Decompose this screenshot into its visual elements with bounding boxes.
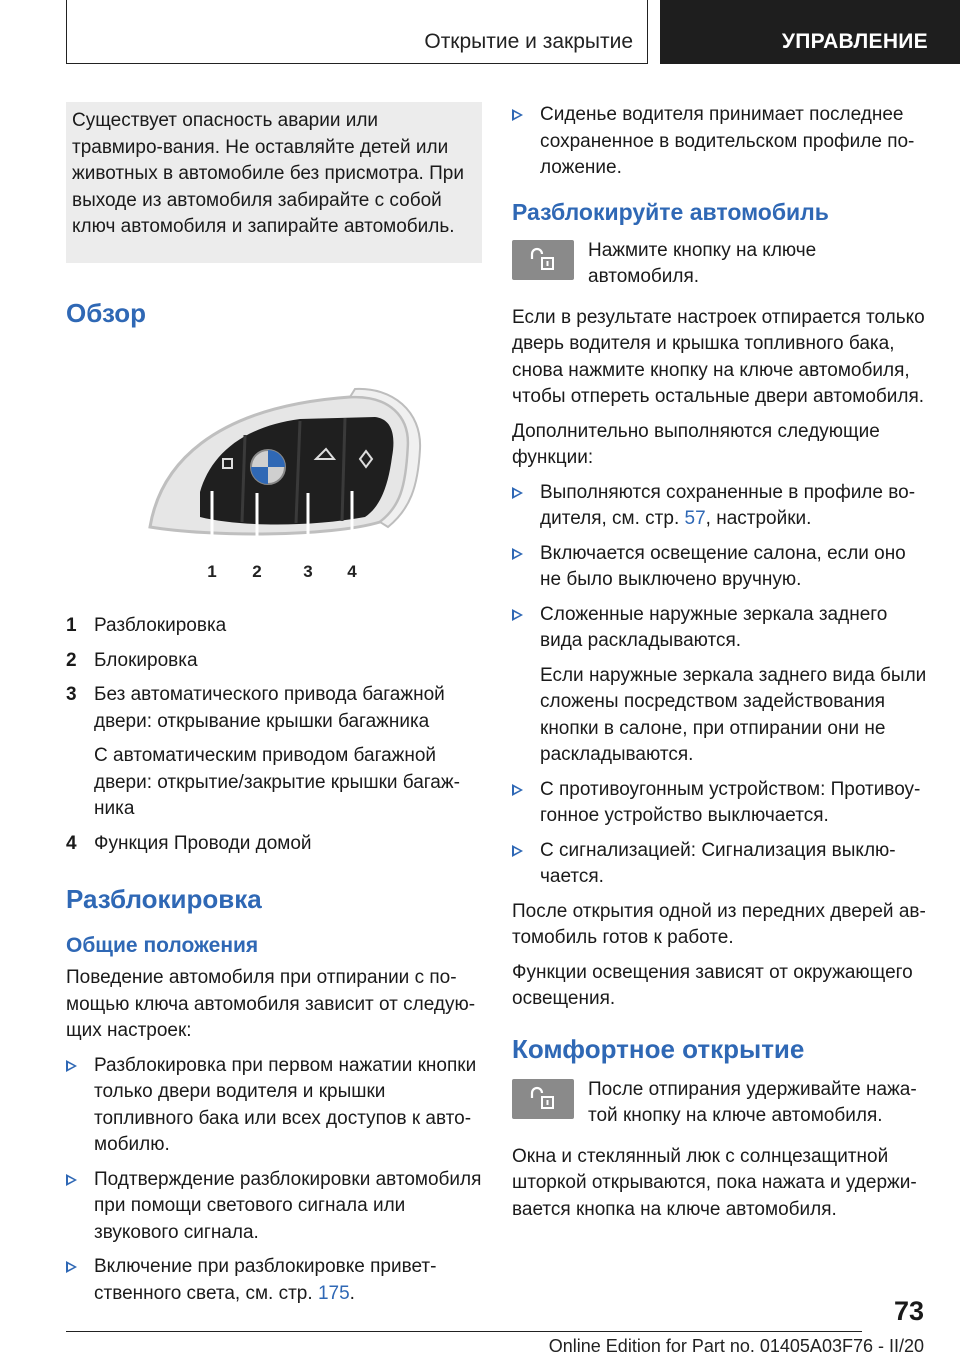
footer-divider: [66, 1331, 862, 1332]
para-2: Дополнительно выполняются следующие функции:: [512, 420, 880, 468]
list-item: С сигнализацией: Сигнализация выклю‐чается.: [512, 838, 928, 891]
unlock-button-icon: [512, 240, 574, 280]
list-item: Сложенные наружные зеркала заднего вида раскладываются. Если наружные зеркала заднего вида были сложены посредством задействования кнопки в салоне, при отпирании они не раскладываются.: [512, 602, 928, 769]
list-item-sub: Если наружные зеркала заднего вида были сложены посредством задействования кнопки в салоне, при отпирании они не раскладываются.: [540, 664, 927, 765]
left-column: [66, 102, 482, 1315]
comfort-heading: Комфортное открытие: [512, 1033, 805, 1064]
list-item: Разблокировка при первом нажатии кнопки только двери водителя и крышки топливного бака или всех доступов к авто‐мобилю.: [66, 1053, 482, 1159]
hold-button-row: [512, 1077, 928, 1130]
para-5: Окна и стеклянный люк с солнцезащитной шторкой открываются, пока нажата и удержи‐вается кнопка на ключе автомобиля.: [512, 1145, 917, 1220]
legend-item: 2 Блокировка: [66, 649, 198, 671]
page-number: 73: [893, 1296, 924, 1326]
press-button-text: Нажмите кнопку на ключе автомобиля.: [588, 239, 817, 287]
seat-list: [512, 102, 928, 182]
general-text: Поведение автомобиля при отпирании с по‐мощью ключа автомобиля зависит от следую‐щих настроек:: [66, 967, 476, 1041]
figure-label-3: 3: [303, 561, 313, 581]
unlock-car-heading: Разблокируйте автомобиль: [512, 198, 829, 225]
unlock-settings-list: [66, 1053, 482, 1308]
header-section-box: [66, 0, 648, 64]
key-legend: [66, 613, 482, 857]
page-link-175[interactable]: 175: [317, 1282, 350, 1304]
legend-item: 1 Разблокировка: [66, 615, 227, 636]
figure-label-2: 2: [252, 561, 262, 581]
list-item: Подтверждение разблокировки автомобиля при помощи светового сигнала или звукового сигнала.: [66, 1167, 482, 1247]
para-4: Функции освещения зависят от окружающего освещения.: [512, 961, 913, 1009]
unlock-functions-list: [512, 480, 928, 891]
list-item: Включение при разблокировке привет‐ственного света, см. стр. 175.: [66, 1254, 482, 1307]
figure-label-4: 4: [347, 561, 357, 581]
para-3: После открытия одной из передних дверей ав‐томобиль готов к работе.: [512, 900, 926, 948]
list-item: Выполняются сохраненные в профиле во‐дителя, см. стр. 57, настройки.: [512, 480, 928, 533]
page-link-57[interactable]: 57: [684, 508, 706, 529]
warning-box: Существует опасность аварии или травмиро‐вания. Не оставляйте детей или животных в автомобиле без присмотра. При выходе из автомобиля забирайте с собой ключ автомобиля и запирайте автомобиль.: [66, 102, 482, 263]
unlock-button-icon: [512, 1079, 574, 1119]
para-1: Если в результате настроек отпирается только дверь водителя и крышка топливного бака, снова нажмите кнопку на ключе автомобиля, чтобы отпереть остальные двери автомобиля.: [512, 306, 925, 407]
legend-item: 4 Функция Проводи домой: [66, 832, 312, 854]
car-key-figure: [130, 387, 430, 587]
figure-label-1: 1: [207, 561, 217, 581]
hold-button-text: После отпирания удерживайте нажа‐той кнопку на ключе автомобиля.: [588, 1078, 917, 1126]
footer-edition: Online Edition for Part no. 01405A03F76 - II/20: [548, 1336, 924, 1356]
unlock-heading: Разблокировка: [66, 884, 262, 914]
general-heading: Общие положения: [66, 934, 259, 957]
list-item: Включается освещение салона, если оно не было выключено вручную.: [512, 541, 928, 594]
legend-item-extra: С автоматическим приводом багажной двери: открытие/закрытие крышки багаж‐ника: [94, 745, 460, 819]
right-column: [512, 102, 928, 1231]
overview-heading: Обзор: [66, 297, 146, 328]
list-item: С противоугонным устройством: Противоу‐гонное устройство выключается.: [512, 777, 928, 830]
list-item: Сиденье водителя принимает последнее сохраненное в водительском профиле по‐ложение.: [512, 102, 928, 182]
section-title: Открытие и закрытие: [424, 30, 633, 53]
press-button-row: [512, 238, 928, 291]
chapter-title: УПРАВЛЕНИЕ: [781, 30, 928, 53]
header-chapter-box: [660, 0, 960, 64]
legend-item: 3 Без автоматического привода багажной двери: открывание крышки багажника С автоматическим приводом багажной двери: открытие/закрытие крышки багаж‐ника: [66, 682, 482, 823]
